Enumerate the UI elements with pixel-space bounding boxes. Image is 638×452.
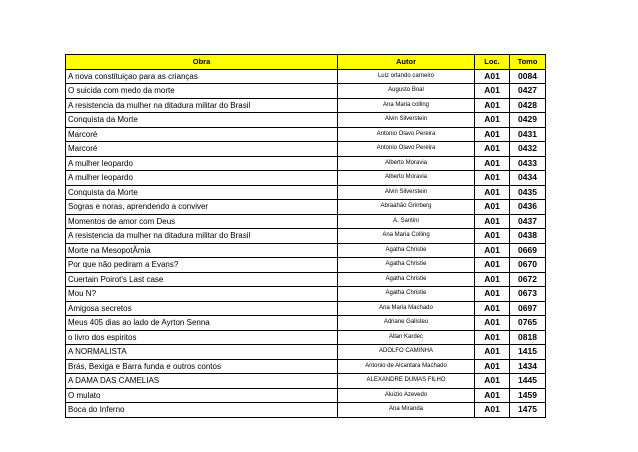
cell-tomo[interactable]: 0669 <box>510 243 546 258</box>
cell-tomo[interactable]: 0429 <box>510 113 546 128</box>
cell-autor[interactable]: Antonio Olavo Pereira <box>338 142 475 157</box>
cell-autor[interactable]: Alberto Moravia <box>338 171 475 186</box>
cell-tomo[interactable]: 0670 <box>510 258 546 273</box>
cell-tomo[interactable]: 1434 <box>510 359 546 374</box>
cell-autor[interactable]: Ana Maria Colling <box>338 229 475 244</box>
header-row <box>66 55 546 70</box>
cell-autor[interactable]: Agatha Christie <box>338 272 475 287</box>
cell-obra[interactable]: Sogras e noras, aprendendo a conviver <box>66 200 338 215</box>
cell-obra[interactable]: Boca do Inferno <box>66 403 338 418</box>
cell-autor[interactable]: Luiz orlando carneiro <box>338 69 475 84</box>
cell-obra[interactable]: Por que não pediram a Evans? <box>66 258 338 273</box>
cell-obra[interactable]: Momentos de amor com Deus <box>66 214 338 229</box>
header-loc[interactable]: Loc. <box>475 55 510 70</box>
cell-loc[interactable]: A01 <box>475 388 510 403</box>
cell-autor[interactable]: Augusto Boal <box>338 84 475 99</box>
table-row <box>66 359 546 374</box>
table-row <box>66 258 546 273</box>
cell-obra[interactable]: A DAMA DAS CAMELIAS <box>66 374 338 389</box>
cell-loc[interactable]: A01 <box>475 345 510 360</box>
cell-tomo[interactable]: 0765 <box>510 316 546 331</box>
cell-loc[interactable]: A01 <box>475 272 510 287</box>
table-row <box>66 287 546 302</box>
cell-tomo[interactable]: 1459 <box>510 388 546 403</box>
cell-tomo[interactable]: 1475 <box>510 403 546 418</box>
cell-obra[interactable]: o livro dos espiritos <box>66 330 338 345</box>
cell-autor[interactable]: ADOLFO CAMINHA <box>338 345 475 360</box>
cell-autor[interactable]: Antonio de Alcantara Machado <box>338 359 475 374</box>
table-row <box>66 403 546 418</box>
cell-tomo[interactable]: 0434 <box>510 171 546 186</box>
table-row <box>66 374 546 389</box>
cell-tomo[interactable]: 1445 <box>510 374 546 389</box>
cell-tomo[interactable]: 0697 <box>510 301 546 316</box>
cell-tomo[interactable]: 0437 <box>510 214 546 229</box>
table-row <box>66 200 546 215</box>
cell-tomo[interactable]: 0084 <box>510 69 546 84</box>
cell-loc[interactable]: A01 <box>475 200 510 215</box>
cell-autor[interactable]: Ana Miranda <box>338 403 475 418</box>
table-row <box>66 272 546 287</box>
cell-obra[interactable]: A mulher leopardo <box>66 156 338 171</box>
cell-loc[interactable]: A01 <box>475 84 510 99</box>
cell-loc[interactable]: A01 <box>475 69 510 84</box>
cell-loc[interactable]: A01 <box>475 127 510 142</box>
cell-autor[interactable]: Abraahão Grinberg <box>338 200 475 215</box>
cell-loc[interactable]: A01 <box>475 243 510 258</box>
cell-obra[interactable]: O suicida com medo da morte <box>66 84 338 99</box>
cell-autor[interactable]: Aluizio Azevedo <box>338 388 475 403</box>
cell-tomo[interactable]: 0673 <box>510 287 546 302</box>
cell-autor[interactable]: A. Santini <box>338 214 475 229</box>
cell-obra[interactable]: A NORMALISTA <box>66 345 338 360</box>
cell-tomo[interactable]: 0433 <box>510 156 546 171</box>
cell-loc[interactable]: A01 <box>475 185 510 200</box>
cell-loc[interactable]: A01 <box>475 287 510 302</box>
cell-tomo[interactable]: 0432 <box>510 142 546 157</box>
cell-loc[interactable]: A01 <box>475 316 510 331</box>
cell-obra[interactable]: Brás, Bexiga e Barra funda e outros contos <box>66 359 338 374</box>
cell-autor[interactable]: Alvin Silverstein <box>338 113 475 128</box>
cell-obra[interactable]: A nova constituiçao para as crianças <box>66 69 338 84</box>
cell-obra[interactable]: Conquista da Morte <box>66 113 338 128</box>
cell-autor[interactable]: Allan Kardec <box>338 330 475 345</box>
cell-loc[interactable]: A01 <box>475 229 510 244</box>
table-row <box>66 142 546 157</box>
table-row <box>66 156 546 171</box>
cell-loc[interactable]: A01 <box>475 113 510 128</box>
table-row <box>66 69 546 84</box>
cell-autor[interactable]: Alberto Moravia <box>338 156 475 171</box>
cell-loc[interactable]: A01 <box>475 359 510 374</box>
table-row <box>66 171 546 186</box>
cell-autor[interactable]: Adriane Galisteu <box>338 316 475 331</box>
cell-autor[interactable]: ALEXANDRE DUMAS FILHO <box>338 374 475 389</box>
cell-tomo[interactable]: 0435 <box>510 185 546 200</box>
table-row <box>66 214 546 229</box>
cell-obra[interactable]: A resistencia da mulher na ditadura militar do Brasil <box>66 229 338 244</box>
header-tomo[interactable]: Tomo <box>510 55 546 70</box>
table-row <box>66 388 546 403</box>
cell-tomo[interactable]: 0431 <box>510 127 546 142</box>
cell-obra[interactable]: Meus 405 dias ao lado de Ayrton Senna <box>66 316 338 331</box>
cell-tomo[interactable]: 0427 <box>510 84 546 99</box>
cell-autor[interactable]: Agatha Christie <box>338 287 475 302</box>
cell-autor[interactable]: Agatha Christie <box>338 258 475 273</box>
cell-tomo[interactable]: 1415 <box>510 345 546 360</box>
table-row <box>66 243 546 258</box>
table-row <box>66 127 546 142</box>
cell-obra[interactable]: O mulato <box>66 388 338 403</box>
table-body <box>66 69 546 417</box>
table-row <box>66 98 546 113</box>
cell-loc[interactable]: A01 <box>475 330 510 345</box>
cell-loc[interactable]: A01 <box>475 301 510 316</box>
cell-tomo[interactable]: 0438 <box>510 229 546 244</box>
cell-tomo[interactable]: 0436 <box>510 200 546 215</box>
cell-loc[interactable]: A01 <box>475 403 510 418</box>
cell-autor[interactable]: Ana Maria colling <box>338 98 475 113</box>
cell-obra[interactable]: Cuertain Poirot's Last case <box>66 272 338 287</box>
cell-obra[interactable]: Marcoré <box>66 142 338 157</box>
cell-obra[interactable]: Conquista da Morte <box>66 185 338 200</box>
cell-obra[interactable]: Marcoré <box>66 127 338 142</box>
cell-loc[interactable]: A01 <box>475 171 510 186</box>
cell-obra[interactable]: Mou N? <box>66 287 338 302</box>
table-row <box>66 316 546 331</box>
cell-obra[interactable]: A mulher leopardo <box>66 171 338 186</box>
cell-obra[interactable]: A resistencia da mulher na ditadura militar do Brasil <box>66 98 338 113</box>
cell-tomo[interactable]: 0428 <box>510 98 546 113</box>
cell-autor[interactable]: Ana Maria Machado <box>338 301 475 316</box>
spreadsheet-sheet <box>65 54 545 418</box>
cell-loc[interactable]: A01 <box>475 214 510 229</box>
header-autor[interactable]: Autor <box>338 55 475 70</box>
cell-autor[interactable]: Agatha Christie <box>338 243 475 258</box>
cell-loc[interactable]: A01 <box>475 156 510 171</box>
cell-obra[interactable]: Amigosa secretos <box>66 301 338 316</box>
table-row <box>66 301 546 316</box>
cell-autor[interactable]: Alvin Silverstein <box>338 185 475 200</box>
cell-obra[interactable]: Morte na MesopotÃmia <box>66 243 338 258</box>
table-row <box>66 229 546 244</box>
cell-loc[interactable]: A01 <box>475 142 510 157</box>
table-row <box>66 185 546 200</box>
books-table <box>65 54 546 418</box>
cell-tomo[interactable]: 0818 <box>510 330 546 345</box>
header-obra[interactable]: Obra <box>66 55 338 70</box>
table-row <box>66 113 546 128</box>
cell-autor[interactable]: Antonio Olavo Pereira <box>338 127 475 142</box>
table-row <box>66 345 546 360</box>
cell-loc[interactable]: A01 <box>475 98 510 113</box>
cell-loc[interactable]: A01 <box>475 258 510 273</box>
table-row <box>66 330 546 345</box>
cell-tomo[interactable]: 0672 <box>510 272 546 287</box>
table-row <box>66 84 546 99</box>
cell-loc[interactable]: A01 <box>475 374 510 389</box>
